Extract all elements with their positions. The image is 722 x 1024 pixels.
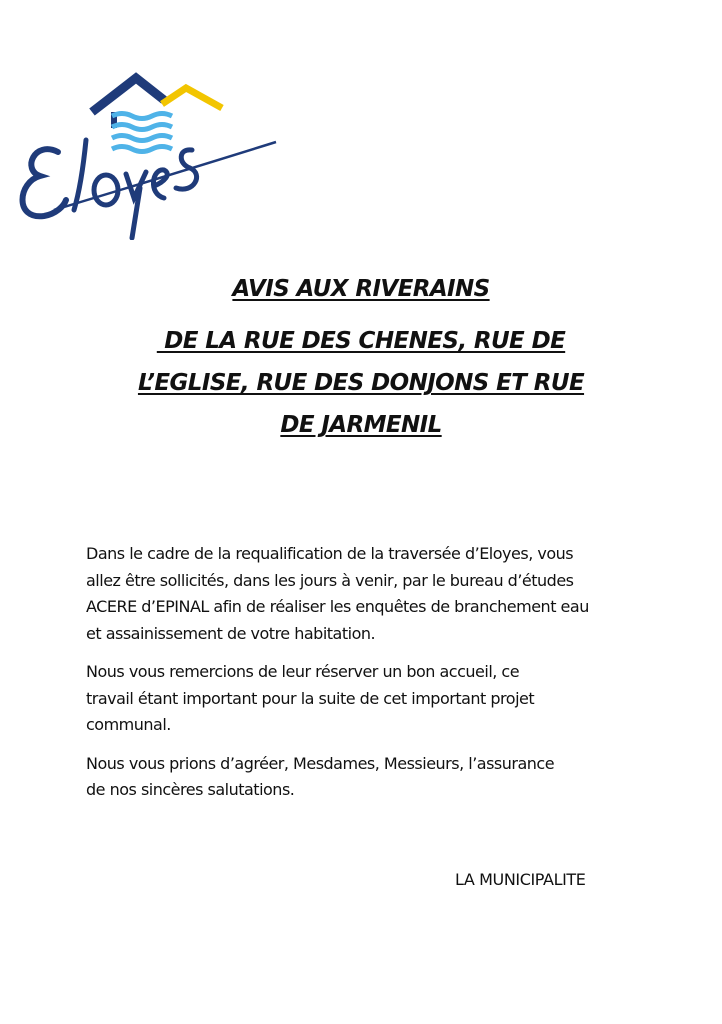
notice-subtitle [101, 320, 621, 446]
notice-subtitle-line: DE LA RUE DES CHENES, RUE DE [156, 328, 566, 354]
signature: LA MUNICIPALITE [455, 870, 586, 889]
notice-subtitle-line: L’EGLISE, RUE DES DONJONS ET RUE [137, 370, 585, 396]
paragraph-line: communal. [86, 715, 171, 734]
paragraph-1 [86, 541, 656, 647]
eloyes-logo-graphic [14, 70, 280, 240]
paragraph-line: travail étant important pour la suite de cet important projet [86, 688, 535, 708]
notice-title-block [0, 276, 722, 446]
notice-body [86, 541, 656, 816]
paragraph-3 [86, 751, 656, 804]
paragraph-line: Nous vous prions d’agréer, Mesdames, Messieurs, l’assurance [86, 753, 555, 773]
paragraph-line: ACERE d’EPINAL afin de réaliser les enquêtes de branchement eau [86, 597, 589, 616]
paragraph-line: Nous vous remercions de leur réserver un bon accueil, ce [86, 662, 520, 681]
paragraph-line: de nos sincères salutations. [86, 780, 295, 799]
paragraph-line: et assainissement de votre habitation. [86, 623, 376, 643]
paragraph-line: Dans le cadre de la requalification de la traversée d’Eloyes, vous [86, 544, 574, 563]
eloyes-logo [14, 70, 280, 240]
notice-subtitle-line: DE JARMENIL [280, 412, 442, 438]
paragraph-2 [86, 659, 656, 739]
paragraph-line: allez être sollicités, dans les jours à venir, par le bureau d’études [86, 570, 574, 590]
notice-title: AVIS AUX RIVERAINS [232, 276, 490, 302]
